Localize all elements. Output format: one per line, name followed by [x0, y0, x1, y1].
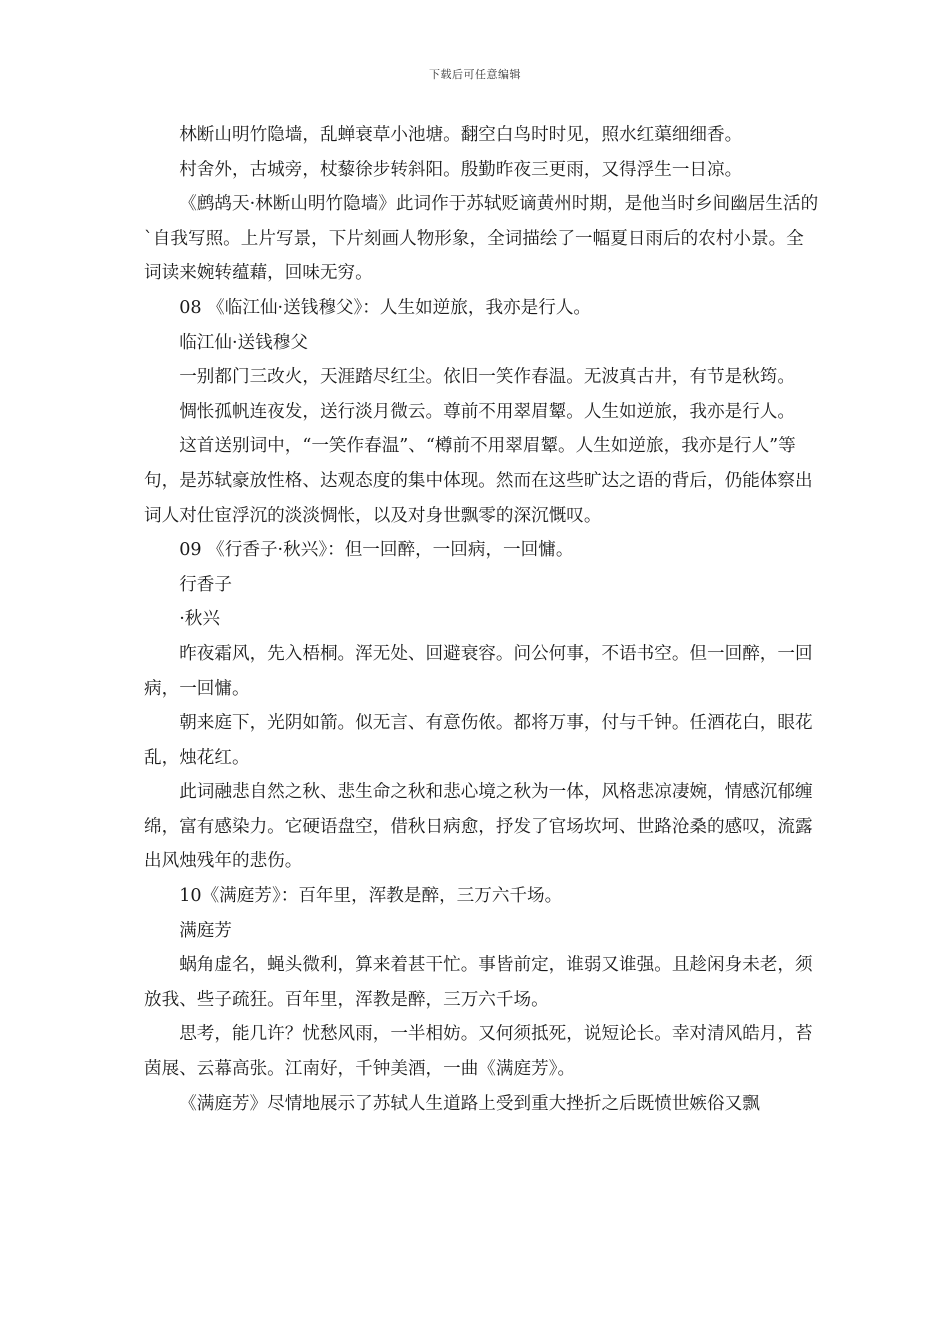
- poem-line: 昨夜霜风，先入梧桐。浑无处、回避衰容。问公何事，不语书空。但一回醉，一回病，一回慵。: [144, 643, 813, 699]
- poem-line: 朝来庭下，光阴如箭。似无言、有意伤侬。都将万事，付与千钟。任酒花白，眼花乱，烛花红。: [144, 713, 813, 768]
- section-heading: 10《满庭芳》：百年里，浑教是醉，三万六千场。: [179, 886, 563, 907]
- poem-line: 一别都门三改火，天涯踏尽红尘。依旧一笑作春温。无波真古井，有节是秋筠。: [179, 367, 795, 388]
- commentary-paragraph: 《满庭芳》尽情地展示了苏轼人生道路上受到重大挫折之后既愤世嫉俗又飘: [179, 1093, 760, 1114]
- poem-line: 蜗角虚名，蝇头微利，算来着甚干忙。事皆前定，谁弱又谁强。且趁闲身未老，须放我、些子疏狂。百年里，浑教是醉，三万六千场。: [144, 955, 813, 1010]
- poem-title: 临江仙·送钱穆父: [179, 332, 308, 353]
- poem-title: 行香子: [179, 574, 232, 595]
- poem-title: 满庭芳: [179, 920, 232, 941]
- section-heading: 09 《行香子·秋兴》：但一回醉，一回病，一回慵。: [179, 540, 574, 561]
- section-heading: 08 《临江仙·送钱穆父》：人生如逆旅，我亦是行人。: [179, 297, 592, 318]
- document-body: [144, 118, 820, 1121]
- poem-line: 思考，能几许？忧愁风雨，一半相妨。又何须抵死，说短论长。幸对清风皓月，苔茵展、云幕高张。江南好，千钟美酒，一曲《满庭芳》。: [144, 1024, 813, 1080]
- commentary-paragraph: 《鹧鸪天·林断山明竹隐墙》此词作于苏轼贬谪黄州时期，是他当时乡间幽居生活的`自我写照。上片写景，下片刻画人物形象，全词描绘了一幅夏日雨后的农村小景。全词读来婉转蕴藉，回味无穷。: [144, 194, 819, 284]
- poem-line: 林断山明竹隐墙，乱蝉衰草小池塘。翻空白鸟时时见，照水红蕖细细香。: [179, 125, 743, 145]
- commentary-paragraph: 这首送别词中，“一笑作春温”、“樽前不用翠眉颦。人生如逆旅，我亦是行人”等句，是苏轼豪放性格、达观态度的集中体现。然而在这些旷达之语的背后，仍能体察出词人对仕宦浮沉的淡淡惆怅，以及对身世飘零的深沉慨叹。: [144, 436, 813, 526]
- poem-subtitle: ·秋兴: [179, 609, 220, 630]
- page-header: 下载后可任意编辑: [429, 68, 521, 81]
- poem-line: 村舍外，古城旁，杖藜徐步转斜阳。殷勤昨夜三更雨，又得浮生一日凉。: [179, 159, 743, 180]
- commentary-paragraph: 此词融悲自然之秋、悲生命之秋和悲心境之秋为一体，风格悲凉凄婉，情感沉郁缠绵，富有感染力。它硬语盘空，借秋日病愈，抒发了官场坎坷、世路沧桑的感叹，流露出风烛残年的悲伤。: [144, 782, 813, 872]
- poem-line: 惆怅孤帆连夜发，送行淡月微云。尊前不用翠眉颦。人生如逆旅，我亦是行人。: [179, 401, 795, 422]
